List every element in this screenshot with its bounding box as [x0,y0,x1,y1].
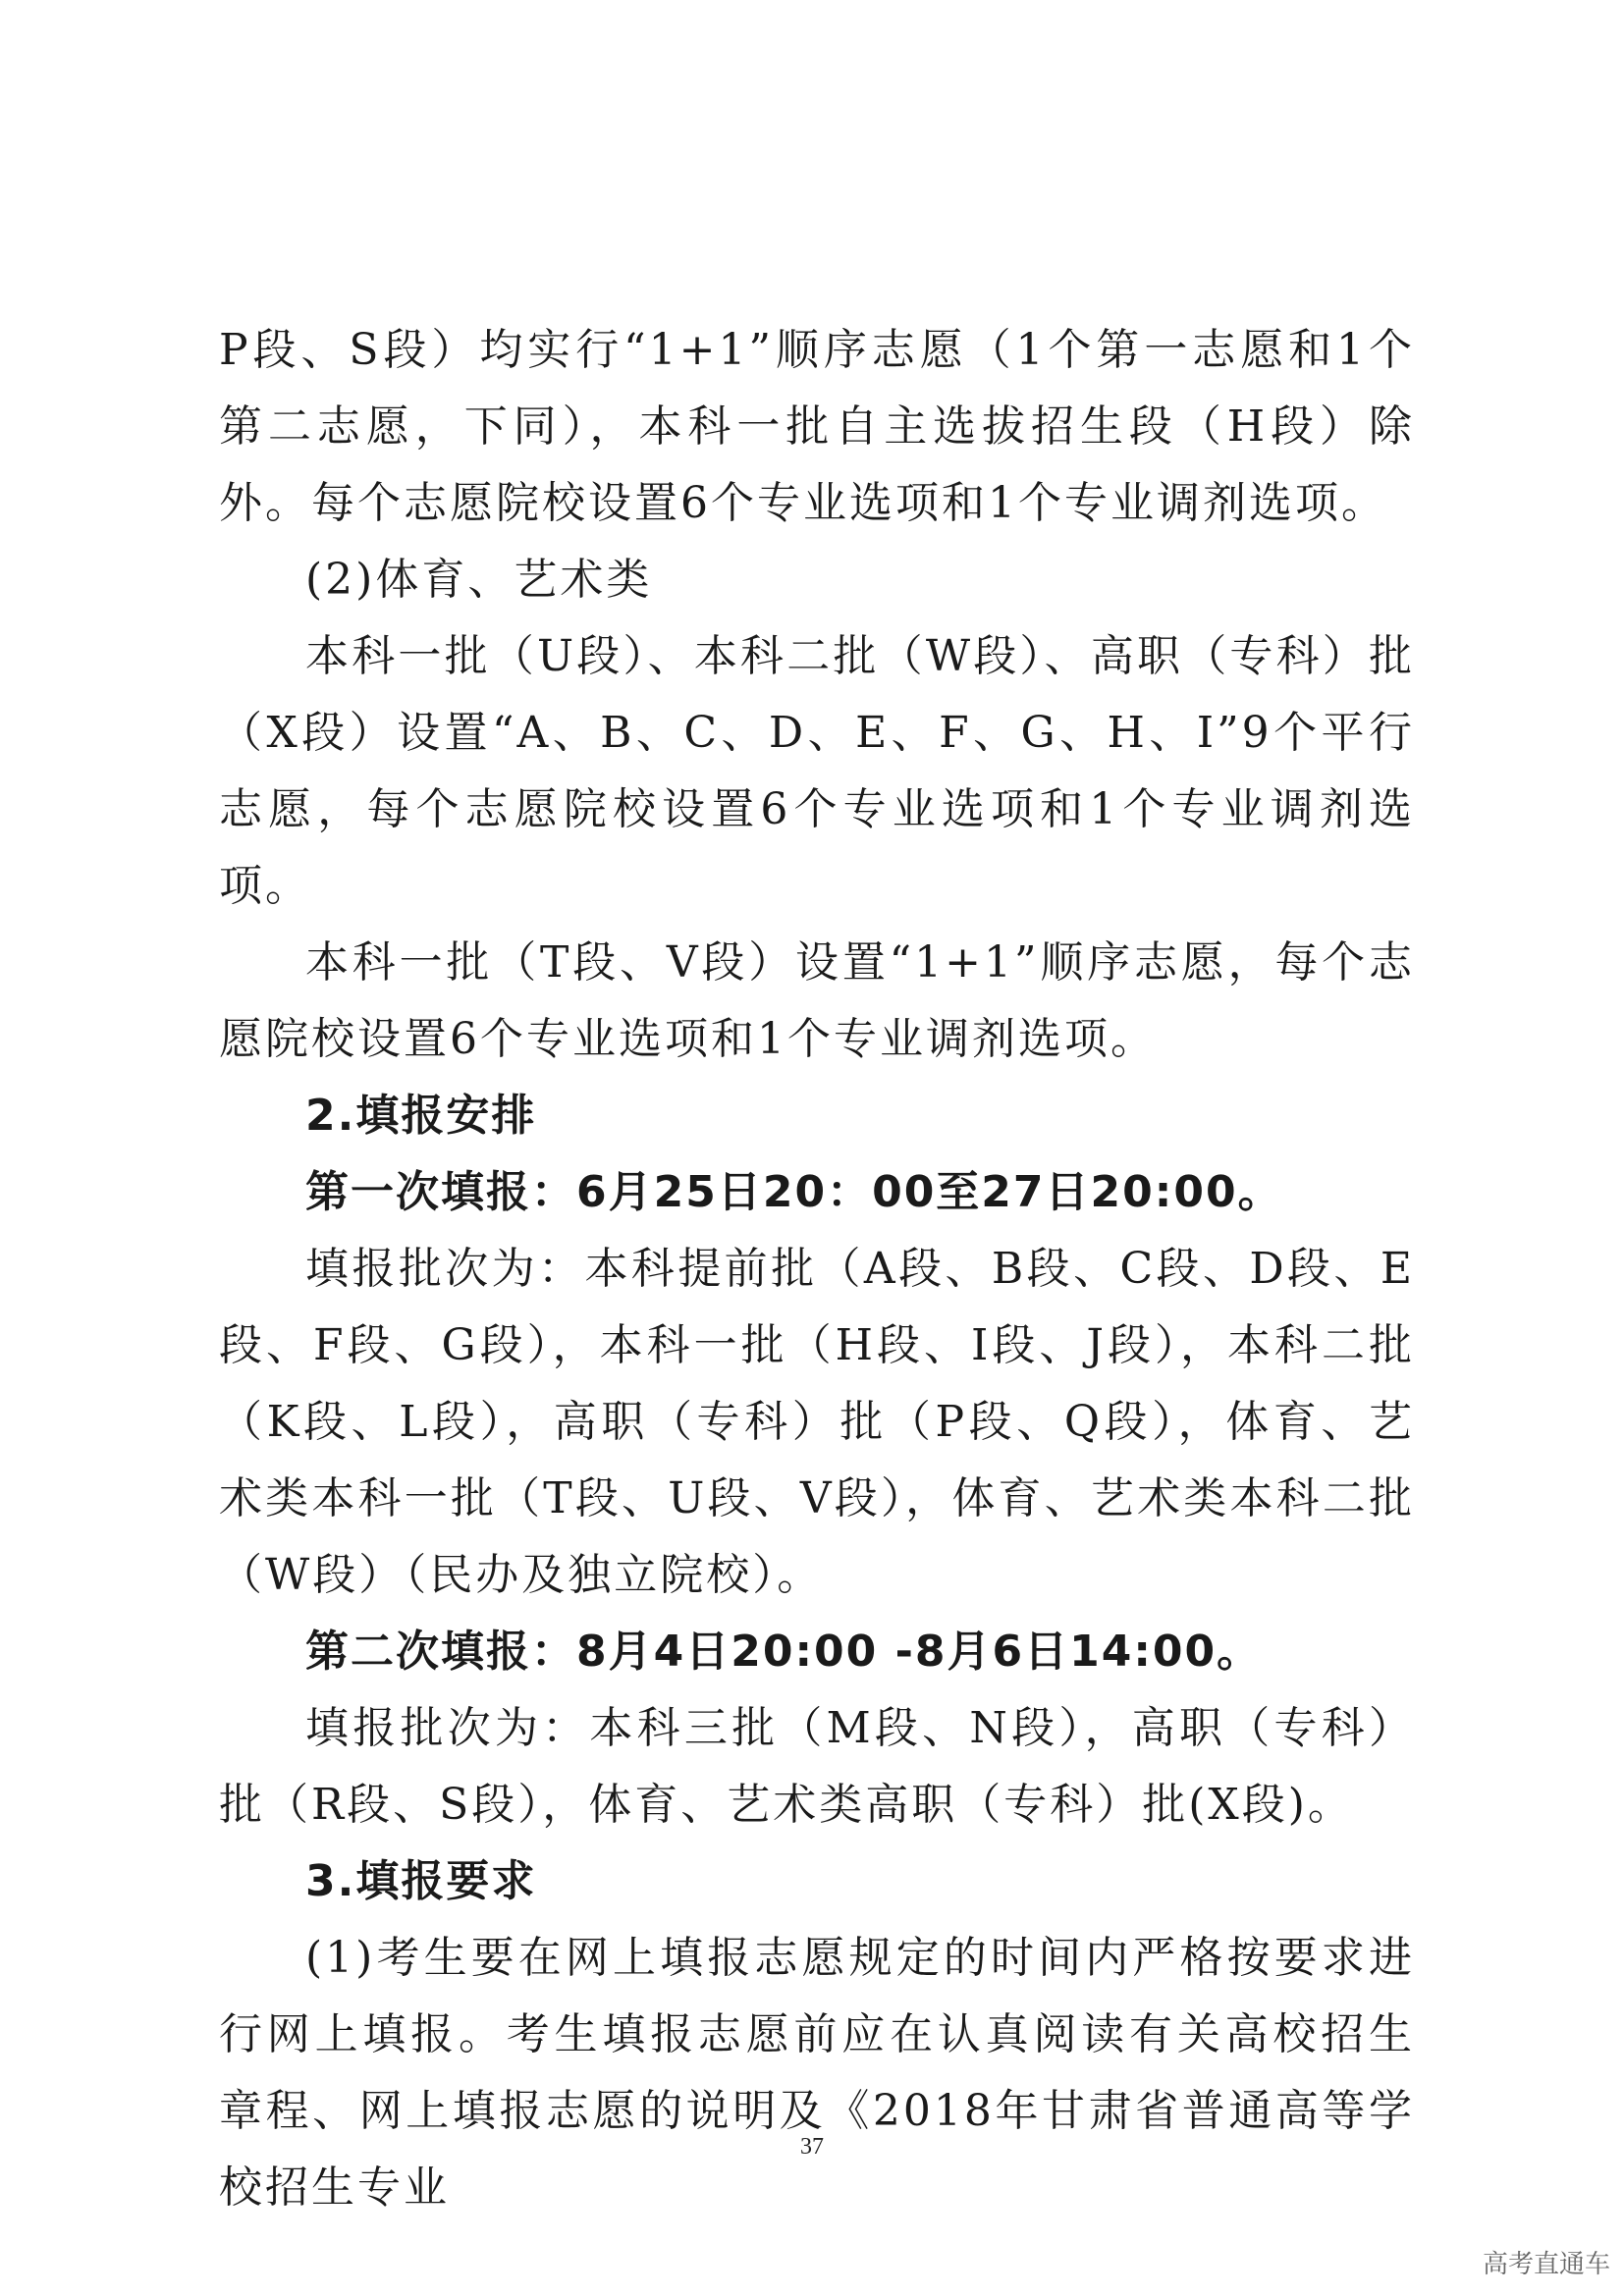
paragraph-first-filing-batches: 填报批次为：本科提前批（A段、B段、C段、D段、E段、F段、G段），本科一批（H段、I段、J段），本科二批（K段、L段），高职（专科）批（P段、Q段），体育、艺术类本科一批（T段、U段、V段），体育、艺术类本科二批（W段）（民办及独立院校）。 [219,1244,1415,1600]
paragraph-sports-art-heading: (2)体育、艺术类 [305,555,653,605]
paragraph-requirement-1: (1)考生要在网上填报志愿规定的时间内严格按要求进行网上填报。考生填报志愿前应在认真阅读有关高校招生章程、网上填报志愿的说明及《2018年甘肃省普通高等学校招生专业 [219,1933,1415,2213]
paragraph-1: P段、S段）均实行“1+1”顺序志愿（1个第一志愿和1个第二志愿，下同），本科一批自主选拔招生段（H段）除外。每个志愿院校设置6个专业选项和1个专业调剂选项。 [219,325,1415,528]
paragraph-sports-art-sequential: 本科一批（T段、V段）设置“1+1”顺序志愿，每个志愿院校设置6个专业选项和1个专业调剂选项。 [219,937,1415,1064]
second-filing-time: 第二次填报：8月4日20:00 -8月6日14:00。 [305,1627,1263,1677]
paragraph-second-filing-batches: 填报批次为：本科三批（M段、N段），高职（专科）批（R段、S段），体育、艺术类高职（专科）批(X段)。 [219,1703,1415,1830]
body-text [219,312,1415,2226]
paragraph-sports-art-parallel: 本科一批（U段）、本科二批（W段）、高职（专科）批（X段）设置“A、B、C、D、E、F、G、H、I”9个平行志愿，每个志愿院校设置6个专业选项和1个专业调剂选项。 [219,631,1415,911]
section-heading-filing-schedule: 2.填报安排 [305,1091,537,1141]
section-heading-filing-requirements: 3.填报要求 [305,1856,537,1906]
page-number: 37 [800,2134,824,2160]
watermark-logo: 高考直通车 [1482,2250,1610,2279]
first-filing-time: 第一次填报：6月25日20：00至27日20:00。 [305,1167,1283,1217]
